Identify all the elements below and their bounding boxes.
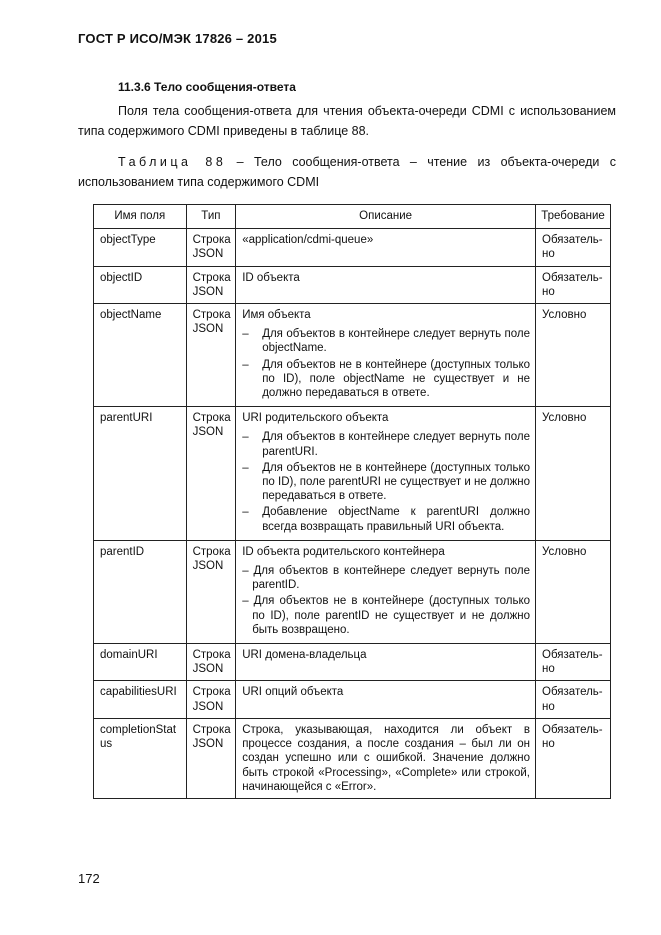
description-text: Имя объекта <box>242 309 311 322</box>
field-name: domainURI <box>94 644 187 681</box>
intro-paragraph: Поля тела сообщения-ответа для чтения объекта-очереди CDMI с использованием типа содержимого CDMI приведены в таблице 88. <box>78 104 616 138</box>
field-name: completionStatus <box>94 718 187 798</box>
header-description: Описание <box>236 205 536 229</box>
fields-table <box>93 204 611 799</box>
field-description <box>236 229 536 266</box>
field-type: Строка JSON <box>186 407 236 541</box>
field-description <box>236 407 536 541</box>
field-requirement: Обязатель-но <box>536 718 611 798</box>
field-type: Строка JSON <box>186 718 236 798</box>
bullet-item: – Для объектов в контейнере следует вернуть поле parentID. <box>242 565 531 592</box>
table-row <box>94 407 611 541</box>
description-bullets <box>242 564 530 637</box>
description-text: «application/cdmi-queue» <box>242 234 374 247</box>
table-row <box>94 304 611 407</box>
table-header-row <box>94 205 611 229</box>
table-caption-text: – Тело сообщения-ответа – чтение из объекта-очереди с использованием типа содержимого CDMI <box>78 155 617 189</box>
bullet-item: – Для объектов не в контейнере (доступных только по ID), поле parentURI не существует и не должно передаваться в ответе. <box>242 461 530 504</box>
field-description <box>236 644 536 681</box>
field-type: Строка JSON <box>186 540 236 643</box>
header-type: Тип <box>186 205 236 229</box>
header-requirement: Требование <box>536 205 611 229</box>
table-row <box>94 266 611 303</box>
table-row <box>94 644 611 681</box>
table-caption-label: Таблица 88 <box>118 155 227 169</box>
header-name: Имя поля <box>94 205 187 229</box>
field-name: parentID <box>94 540 187 643</box>
bullet-item: – Для объектов не в контейнере (доступных только по ID), поле objectName не существует и не должно передаваться в ответе. <box>242 358 530 401</box>
field-name: capabilitiesURI <box>94 681 187 718</box>
description-text: ID объекта родительского контейнера <box>242 545 445 558</box>
table-row <box>94 718 611 798</box>
field-requirement: Условно <box>536 540 611 643</box>
bullet-item: – Для объектов не в контейнере (доступных только по ID), поле parentID не существует и не должно быть возвращено. <box>242 595 531 636</box>
field-name: parentURI <box>94 407 187 541</box>
field-description <box>236 718 536 798</box>
table-row <box>94 681 611 718</box>
field-requirement: Обязатель-но <box>536 644 611 681</box>
description-text: URI родительского объекта <box>242 412 389 425</box>
field-requirement: Обязатель-но <box>536 681 611 718</box>
field-description <box>236 681 536 718</box>
field-name: objectName <box>94 304 187 407</box>
table-caption <box>78 152 616 192</box>
table-row <box>94 229 611 266</box>
field-description <box>236 304 536 407</box>
description-bullets <box>242 327 530 400</box>
field-requirement: Обязатель-но <box>536 229 611 266</box>
field-name: objectID <box>94 266 187 303</box>
page-number: 172 <box>78 871 100 886</box>
section-heading: 11.3.6 Тело сообщения-ответа <box>118 80 296 94</box>
field-type: Строка JSON <box>186 644 236 681</box>
description-bullets <box>242 430 530 533</box>
field-requirement: Условно <box>536 407 611 541</box>
document-header: ГОСТ Р ИСО/МЭК 17826 – 2015 <box>78 31 277 46</box>
bullet-item: – Для объектов в контейнере следует вернуть поле parentURI. <box>242 430 530 458</box>
field-name: objectType <box>94 229 187 266</box>
field-type: Строка JSON <box>186 229 236 266</box>
bullet-item: – Добавление objectName к parentURI должно всегда возвращать правильный URI объекта. <box>242 505 530 533</box>
field-requirement: Условно <box>536 304 611 407</box>
description-text: Строка, указывающая, находится ли объект в процессе создания, а после создания – был ли он создан успешно или с ошибкой. Значение должно быть строкой «Processing», «Complete» или строкой, начинающейся с «Error». <box>242 723 531 793</box>
description-text: URI опций объекта <box>242 686 344 699</box>
field-type: Строка JSON <box>186 304 236 407</box>
description-text: ID объекта <box>242 271 300 284</box>
field-description <box>236 266 536 303</box>
field-requirement: Обязатель-но <box>536 266 611 303</box>
table-row <box>94 540 611 643</box>
field-description <box>236 540 536 643</box>
bullet-item: – Для объектов в контейнере следует вернуть поле objectName. <box>242 327 530 355</box>
field-type: Строка JSON <box>186 681 236 718</box>
description-text: URI домена-владельца <box>242 649 367 662</box>
field-type: Строка JSON <box>186 266 236 303</box>
